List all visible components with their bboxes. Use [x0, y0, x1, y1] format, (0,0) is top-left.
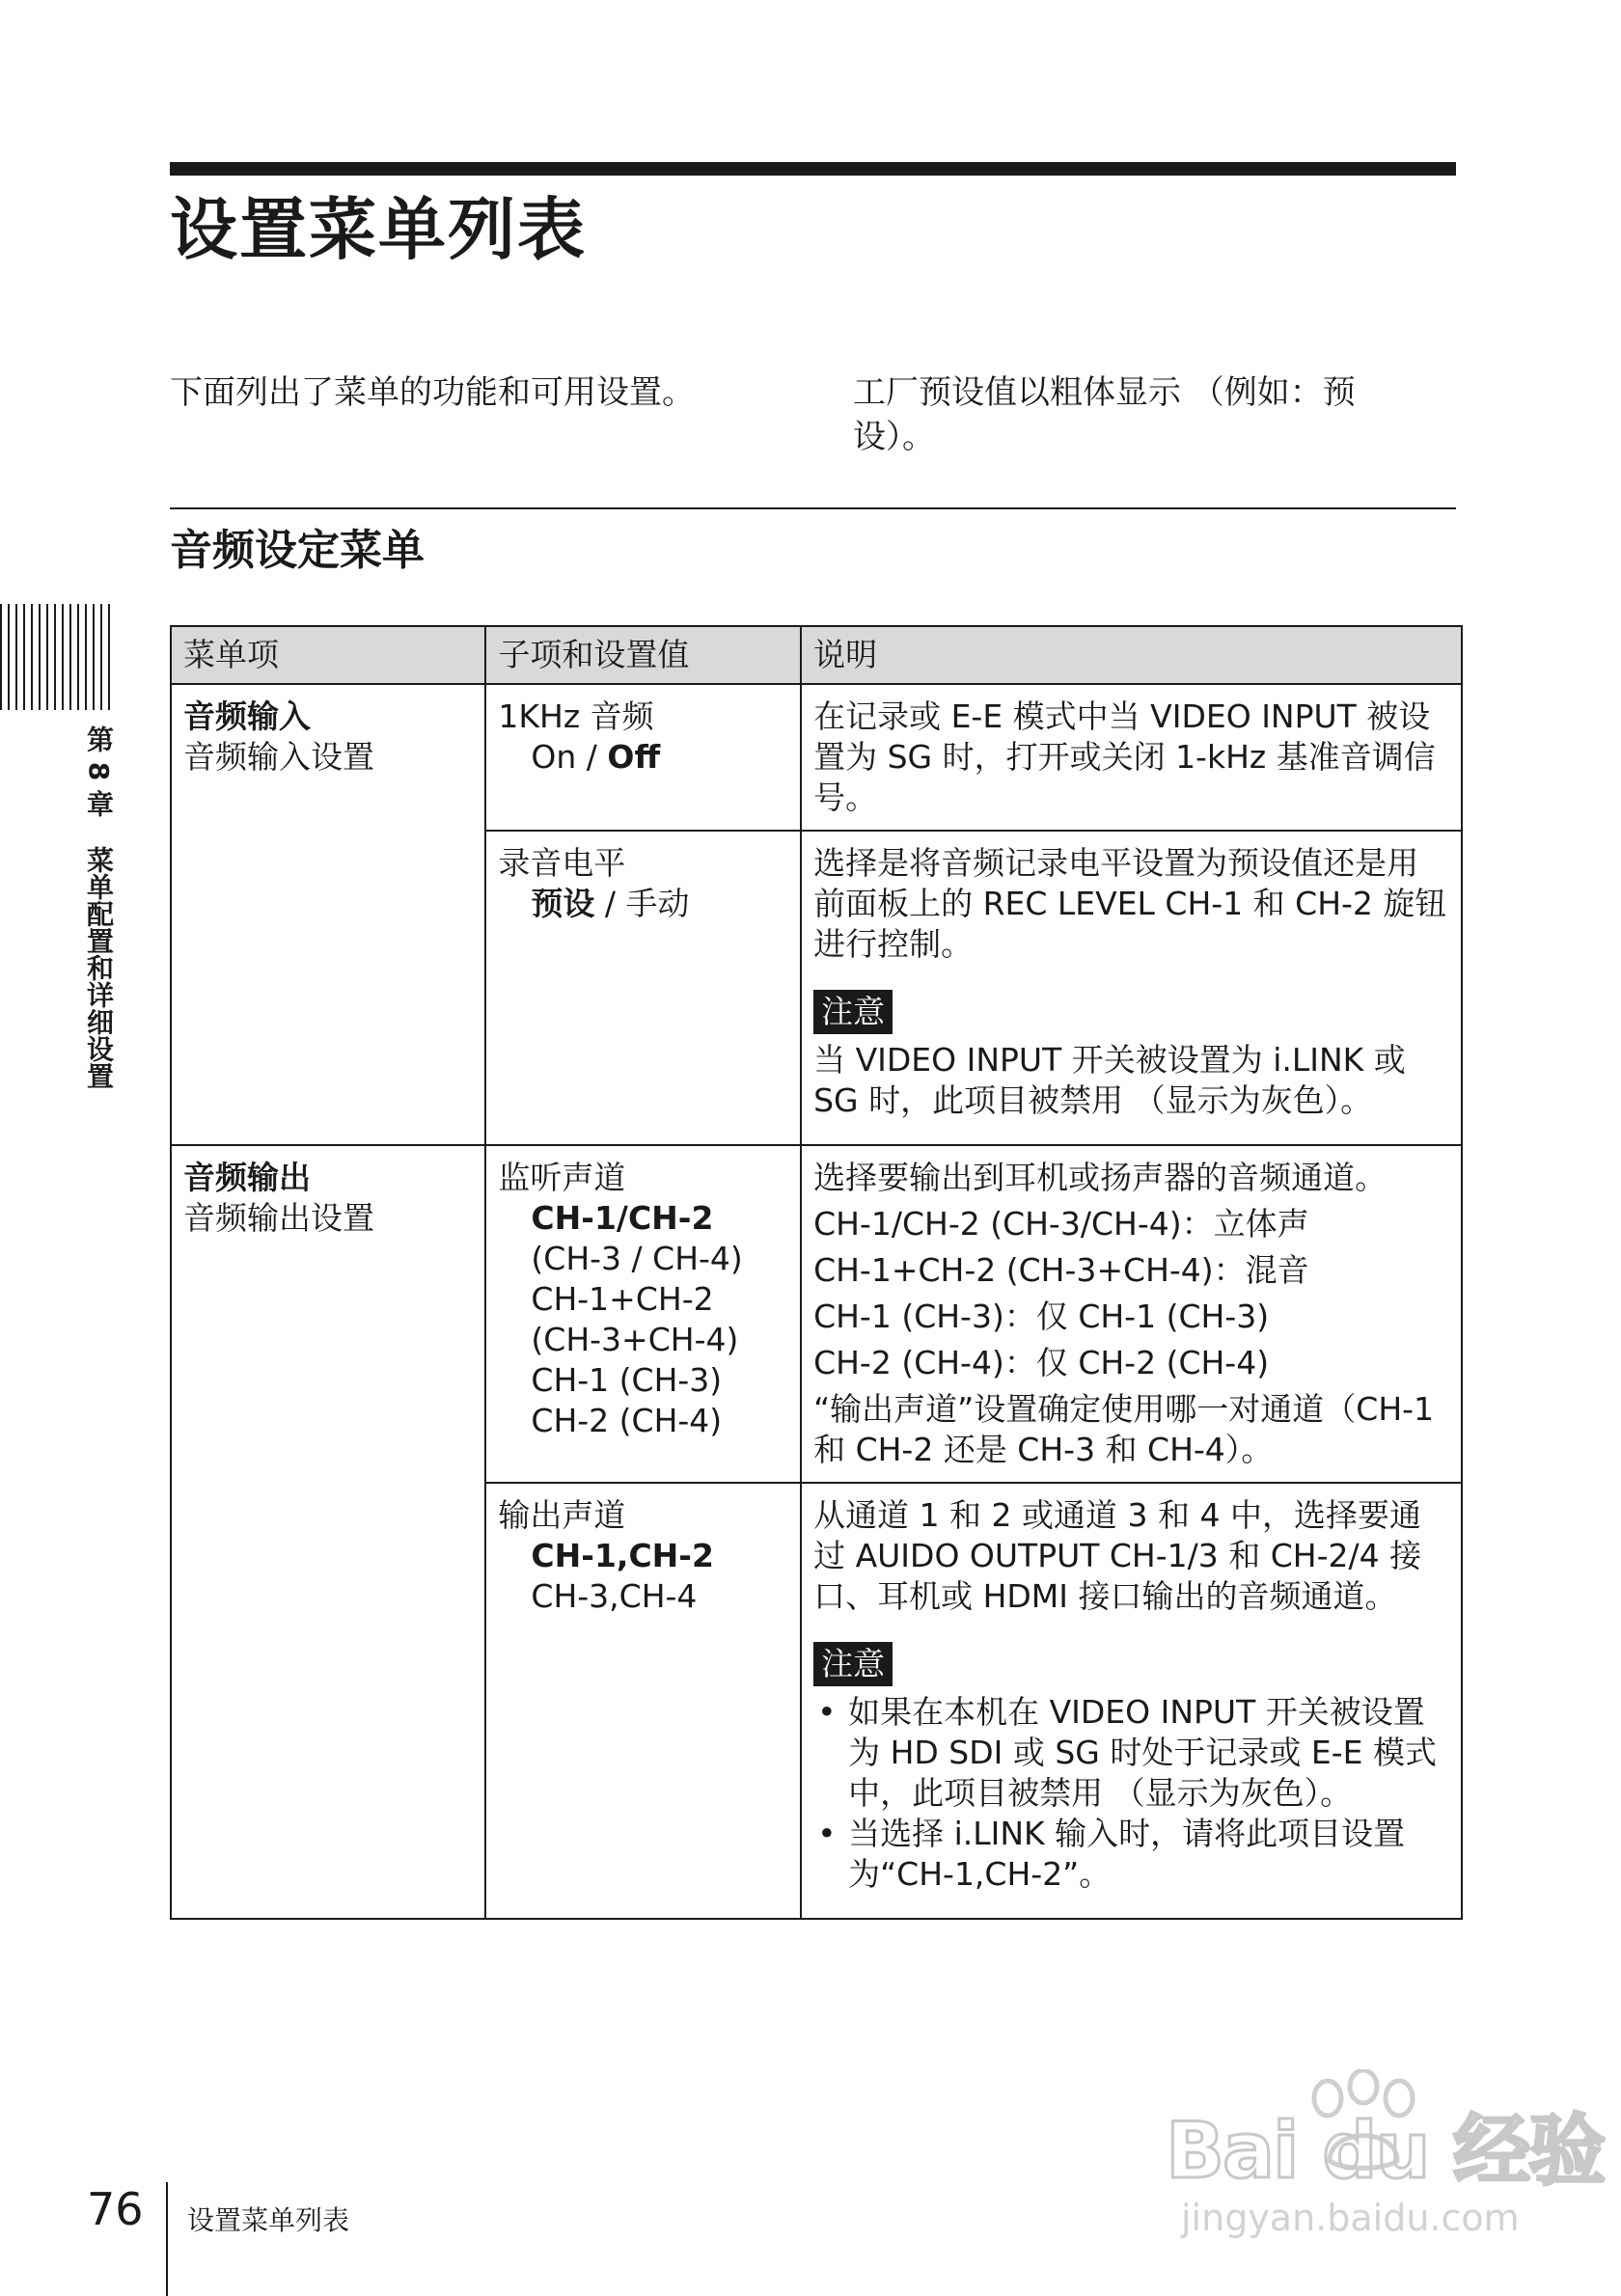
table-row — [171, 684, 1462, 831]
intro-text: 下面列出了菜单的功能和可用设置。 — [170, 373, 695, 412]
header-menu-item: 菜单项 — [171, 626, 485, 684]
value-option: 手动 — [625, 885, 690, 922]
sub-item-name: 录音电平 — [498, 844, 626, 882]
sub-item-values — [498, 884, 788, 924]
sub-item-cell — [485, 1483, 801, 1919]
note-text: 当 VIDEO INPUT 开关被设置为 i.LINK 或 SG 时，此项目被禁用 （显示为灰色）。 — [813, 1041, 1406, 1119]
value-option: (CH-3+CH-4) — [531, 1321, 739, 1358]
defaults-note: 工厂预设值以粗体显示 （例如：预设）。 — [853, 373, 1356, 456]
note-list — [813, 1692, 1449, 1895]
description-cell — [801, 684, 1462, 831]
description-text: 在记录或 E-E 模式中当 VIDEO INPUT 被设置为 SG 时，打开或关闭 1-kHz 基准音调信号。 — [813, 697, 1436, 816]
list-item: • 当选择 i.LINK 输入时，请将此项目设置为“CH-1,CH-2”。 — [813, 1814, 1449, 1895]
watermark-brand: Bai du 经验 — [1166, 2106, 1605, 2196]
audio-settings-table — [170, 625, 1463, 1920]
baidu-watermark — [1166, 2069, 1605, 2239]
menu-item-cell — [171, 1145, 485, 1919]
value-separator: / — [576, 738, 608, 776]
menu-item-title: 音频输入 — [183, 697, 311, 735]
value-option: CH-1+CH-2 — [531, 1280, 714, 1318]
section-rule — [170, 507, 1456, 509]
description-line: CH-2 (CH-4)：仅 CH-2 (CH-4) — [813, 1344, 1270, 1381]
chapter-tab-stripes — [0, 604, 110, 710]
description-cell — [801, 831, 1462, 1145]
menu-item-title: 音频输出 — [183, 1159, 311, 1196]
value-option: CH-1 (CH-3) — [531, 1361, 723, 1399]
sub-item-cell — [485, 684, 801, 831]
value-default: CH-1/CH-2 — [531, 1199, 714, 1237]
value-option: CH-2 (CH-4) — [531, 1402, 723, 1439]
chapter-number: 第 8 章 — [83, 725, 115, 817]
sub-item-cell — [485, 831, 801, 1145]
value-default: 预设 — [531, 885, 595, 922]
table-header-row — [171, 626, 1462, 684]
description-line: CH-1/CH-2 (CH-3/CH-4)：立体声 — [813, 1205, 1309, 1243]
title-rule — [170, 162, 1456, 176]
sub-item-name: 输出声道 — [498, 1496, 626, 1534]
sub-item-name: 1KHz 音频 — [498, 697, 654, 735]
menu-item-subtitle: 音频输入设置 — [183, 738, 374, 776]
menu-item-subtitle: 音频输出设置 — [183, 1199, 374, 1237]
page-number: 76 — [87, 2183, 144, 2235]
footer-label: 设置菜单列表 — [187, 2204, 350, 2236]
list-item: • 如果在本机在 VIDEO INPUT 开关被设置为 HD SDI 或 SG 时处于记录或 E-E 模式中，此项目被禁用 （显示为灰色）。 — [813, 1692, 1449, 1814]
value-option: (CH-3 / CH-4) — [531, 1240, 743, 1277]
description-line: CH-1 (CH-3)：仅 CH-1 (CH-3) — [813, 1298, 1270, 1335]
value-option: On — [531, 738, 577, 776]
watermark-url: jingyan.baidu.com — [1181, 2197, 1520, 2239]
description-text: 选择是将音频记录电平设置为预设值还是用前面板上的 REC LEVEL CH-1 和 CH-2 旋钮进行控制。 — [813, 844, 1447, 963]
description-text: 选择要输出到耳机或扬声器的音频通道。 — [813, 1159, 1387, 1196]
description-line: CH-1+CH-2 (CH-3+CH-4)：混音 — [813, 1251, 1309, 1289]
sub-item-values — [498, 737, 788, 778]
value-default: CH-1,CH-2 — [531, 1537, 714, 1574]
note-badge: 注意 — [813, 990, 893, 1034]
description-text: 从通道 1 和 2 或通道 3 和 4 中，选择要通过 AUIDO OUTPUT CH-1/3 和 CH-2/4 接口、耳机或 HDMI 接口输出的音频通道。 — [813, 1496, 1422, 1615]
header-sub-item: 子项和设置值 — [485, 626, 801, 684]
menu-item-cell — [171, 684, 485, 1145]
sub-item-cell — [485, 1145, 801, 1483]
description-line: “输出声道”设置确定使用哪一对通道（CH-1 和 CH-2 还是 CH-3 和 CH-4）。 — [813, 1390, 1435, 1468]
page-title: 设置菜单列表 — [170, 190, 587, 269]
footer-rule — [166, 2182, 168, 2296]
value-option: CH-3,CH-4 — [531, 1577, 698, 1615]
table-row — [171, 1145, 1462, 1483]
description-cell — [801, 1483, 1462, 1919]
description-cell — [801, 1145, 1462, 1483]
value-default: Off — [607, 738, 661, 776]
header-description: 说明 — [801, 626, 1462, 684]
note-badge: 注意 — [813, 1642, 893, 1686]
value-separator: / — [594, 885, 626, 922]
chapter-topic: 菜单配置和详细设置 — [83, 845, 115, 1089]
chapter-tab — [79, 725, 118, 1089]
section-title: 音频设定菜单 — [170, 526, 425, 575]
sub-item-name: 监听声道 — [498, 1159, 626, 1196]
